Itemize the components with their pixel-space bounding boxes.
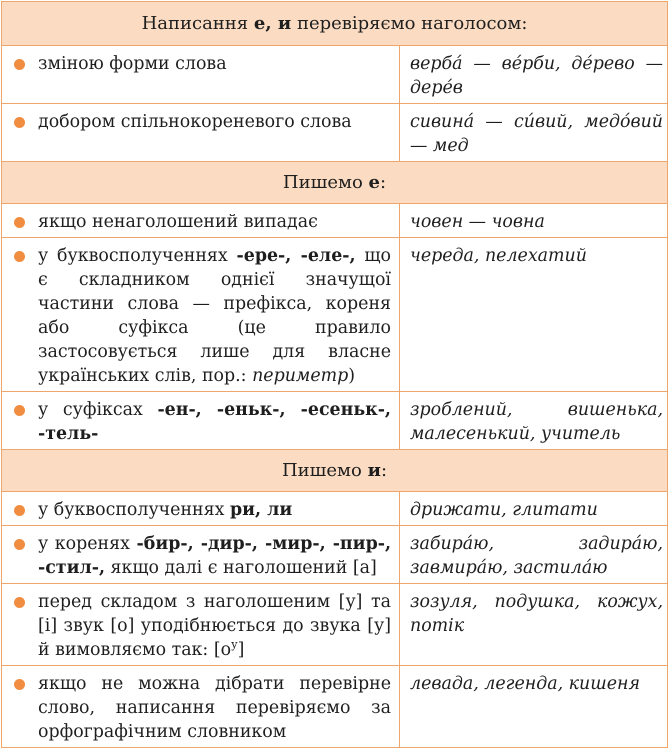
- rule-cell: [2, 492, 400, 526]
- section-header-cell: [2, 450, 668, 492]
- section-header-y: [2, 450, 668, 492]
- header-text: Пишемо: [281, 459, 368, 481]
- rule-cell: [2, 526, 400, 584]
- table-row: [2, 46, 668, 104]
- rule-text: ): [348, 366, 356, 386]
- example-cell: вербá — вéрби, дéрево — дерéв: [400, 46, 668, 104]
- example-cell: дрижати, глитати: [400, 492, 668, 526]
- rule-text: ]: [237, 640, 245, 660]
- rule-affix: -ере-, -еле-,: [236, 246, 356, 266]
- table-row: [2, 666, 668, 748]
- bullet-icon: [14, 505, 25, 516]
- example-cell: зроблений, вишенька, малесенький, учитель: [400, 392, 668, 450]
- bullet-icon: [14, 217, 25, 228]
- rule-cell: [2, 584, 400, 666]
- example-cell: левада, легенда, кишеня: [400, 666, 668, 748]
- example-cell: сивинá — сúвий, медóвий — мед: [400, 104, 668, 162]
- rule-text: якщо далі є наголошений [а]: [105, 558, 377, 578]
- table-row: [2, 238, 668, 392]
- rule-cell: [2, 666, 400, 748]
- section-header-e: [2, 162, 668, 204]
- bullet-icon: [14, 405, 25, 416]
- rule-cell: [2, 238, 400, 392]
- section-header-e-i: [2, 2, 668, 46]
- bullet-icon: [14, 597, 25, 608]
- rule-affix: -бир-, -дир-, -мир-, -пир-, -стил-,: [38, 534, 391, 578]
- rule-term: периметр: [252, 366, 349, 386]
- header-text: перевіряємо наголосом:: [291, 12, 528, 34]
- rule-text: у буквосполученнях: [38, 500, 230, 520]
- bullet-icon: [14, 117, 25, 128]
- rule-superscript: у: [231, 638, 238, 651]
- section-header-cell: [2, 2, 668, 46]
- table-row: [2, 104, 668, 162]
- header-text: Пишемо: [282, 171, 369, 193]
- orthography-rules-table: [1, 1, 668, 748]
- rule-text: що є складником однієї значущої частини слова — префікса, кореня або суфікса (це правило застосовується лише для власне українських слів, пор.:: [38, 246, 392, 386]
- header-letter: е: [368, 171, 380, 193]
- header-text: Написання: [141, 12, 254, 34]
- rule-text: у коренях: [38, 534, 137, 554]
- bullet-icon: [14, 679, 25, 690]
- example-cell: забирáю, задирáю, завмирáю, застилáю: [400, 526, 668, 584]
- rule-text: якщо ненаголошений випадає: [38, 212, 318, 232]
- rule-cell: [2, 204, 400, 238]
- bullet-icon: [14, 539, 25, 550]
- header-text: :: [380, 459, 388, 481]
- example-cell: зозуля, подушка, кожух, потік: [400, 584, 668, 666]
- rule-text: у буквосполученнях: [38, 246, 237, 266]
- table-row: [2, 526, 668, 584]
- rule-text: добором спільнокореневого слова: [38, 112, 352, 132]
- header-letters: е, и: [253, 12, 292, 34]
- rule-text: у суфіксах: [38, 400, 158, 420]
- table-row: [2, 492, 668, 526]
- table-row: [2, 392, 668, 450]
- rule-text: перед складом з наголошеним [у] та [і] звук [о] уподібнюється до звука [у] й вимовляємо так: [о: [38, 592, 391, 660]
- rule-cell: [2, 392, 400, 450]
- example-cell: човен — човна: [400, 204, 668, 238]
- table-row: [2, 204, 668, 238]
- header-letter: и: [367, 459, 381, 481]
- rule-text: зміною форми слова: [38, 54, 227, 74]
- rule-affix: ри, ли: [229, 500, 293, 520]
- table-row: [2, 584, 668, 666]
- rule-cell: [2, 46, 400, 104]
- rule-cell: [2, 104, 400, 162]
- header-text: :: [380, 171, 387, 193]
- example-cell: череда, пелехатий: [400, 238, 668, 392]
- section-header-cell: [2, 162, 668, 204]
- rule-affix: -ен-, -еньк-, -есеньк-, -тель-: [38, 400, 391, 444]
- rule-text: якщо не можна дібрати перевірне слово, написання перевіряємо за орфографічним словником: [38, 674, 391, 742]
- bullet-icon: [14, 59, 25, 70]
- bullet-icon: [14, 251, 25, 262]
